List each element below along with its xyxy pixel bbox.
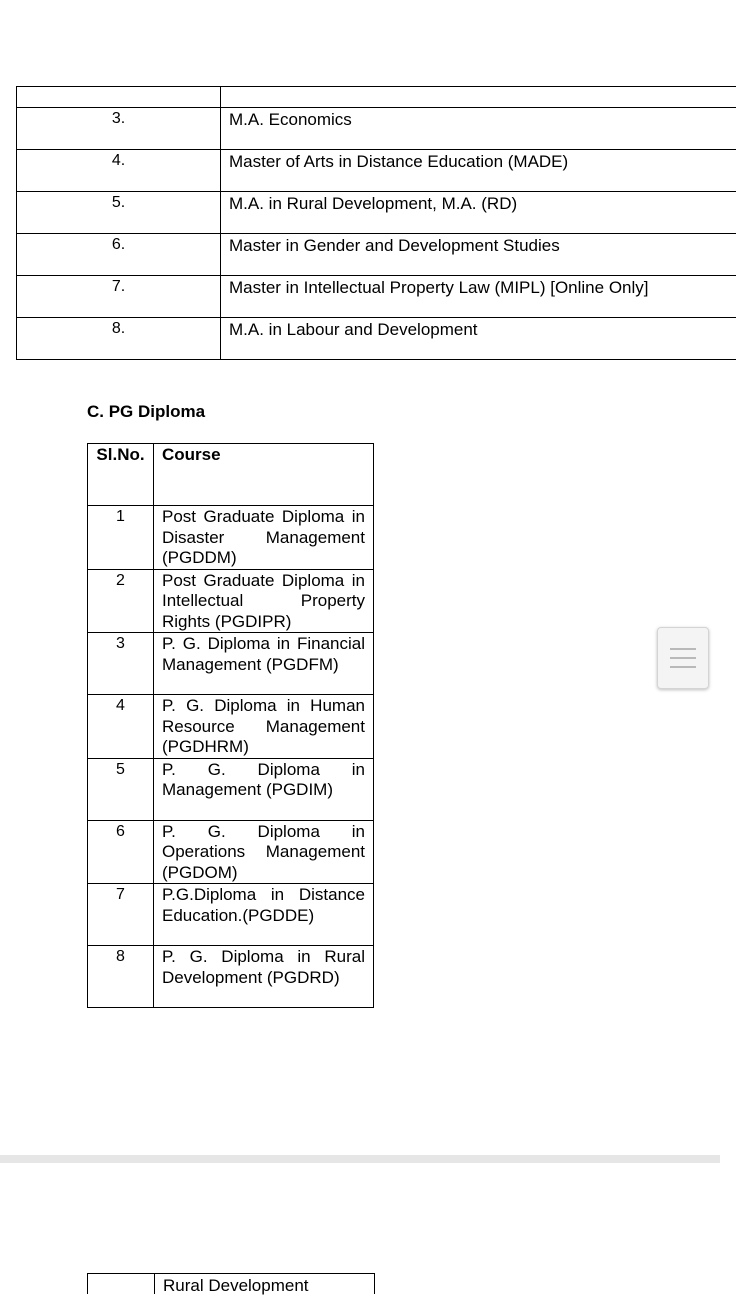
row-number: 2 <box>88 569 154 633</box>
row-course: Rural Development <box>163 1276 309 1295</box>
table-header-row <box>16 86 736 108</box>
pg-diploma-table <box>87 443 374 1008</box>
row-course: Post Graduate Diploma in Disaster Management (PGDDM) <box>154 506 374 570</box>
table-row <box>88 506 374 570</box>
section-heading-pg-diploma: C. PG Diploma <box>87 402 206 421</box>
table-row <box>88 820 374 884</box>
header-course: Course <box>154 444 374 506</box>
row-number: 7 <box>88 884 154 946</box>
menu-button[interactable] <box>657 627 709 689</box>
row-number: 5 <box>88 758 154 820</box>
row-number: 8 <box>88 946 154 1008</box>
row-number: 7. <box>111 278 126 295</box>
row-course: P. G. Diploma in Operations Management (PGDOM) <box>154 820 374 884</box>
row-number: 4 <box>88 695 154 759</box>
row-number: 1 <box>88 506 154 570</box>
programme-table <box>16 86 736 360</box>
table-header-row <box>88 444 374 506</box>
row-course: Master in Gender and Development Studies <box>229 236 560 255</box>
table-row <box>88 884 374 946</box>
header-slno: Sl.No. <box>88 444 154 506</box>
table-row <box>16 276 736 318</box>
table-row <box>16 108 736 150</box>
row-course: P. G. Diploma in Management (PGDIM) <box>154 758 374 820</box>
row-number: 8. <box>111 320 126 337</box>
row-number: 6. <box>111 236 126 253</box>
table-row <box>16 234 736 276</box>
row-course: M.A. in Labour and Development <box>229 320 478 339</box>
table-row <box>88 569 374 633</box>
row-course: P. G. Diploma in Human Resource Management (PGDHRM) <box>154 695 374 759</box>
page-separator <box>0 1155 720 1163</box>
table-row <box>88 695 374 759</box>
row-course: Master of Arts in Distance Education (MADE) <box>229 152 569 171</box>
table-row <box>88 758 374 820</box>
row-course: M.A. in Rural Development, M.A. (RD) <box>229 194 518 213</box>
row-course: P. G. Diploma in Financial Management (PGDFM) <box>154 633 374 695</box>
table-row <box>16 192 736 234</box>
row-course: M.A. Economics <box>229 110 352 129</box>
table-row <box>88 946 374 1008</box>
row-number: 3 <box>88 633 154 695</box>
row-number: 3. <box>111 110 126 127</box>
row-number: 5. <box>111 194 126 211</box>
row-number: 6 <box>88 820 154 884</box>
row-course: Master in Intellectual Property Law (MIPL) [Online Only] <box>229 278 649 297</box>
row-course: Post Graduate Diploma in Intellectual Property Rights (PGDIPR) <box>154 569 374 633</box>
table-row <box>88 633 374 695</box>
continued-table <box>87 1273 375 1294</box>
row-number: 4. <box>111 152 126 169</box>
row-course: P.G.Diploma in Distance Education.(PGDDE) <box>154 884 374 946</box>
table-row <box>16 318 736 360</box>
document-page-2 <box>0 1163 720 1295</box>
row-course: P. G. Diploma in Rural Development (PGDRD) <box>154 946 374 1008</box>
table-row <box>16 150 736 192</box>
